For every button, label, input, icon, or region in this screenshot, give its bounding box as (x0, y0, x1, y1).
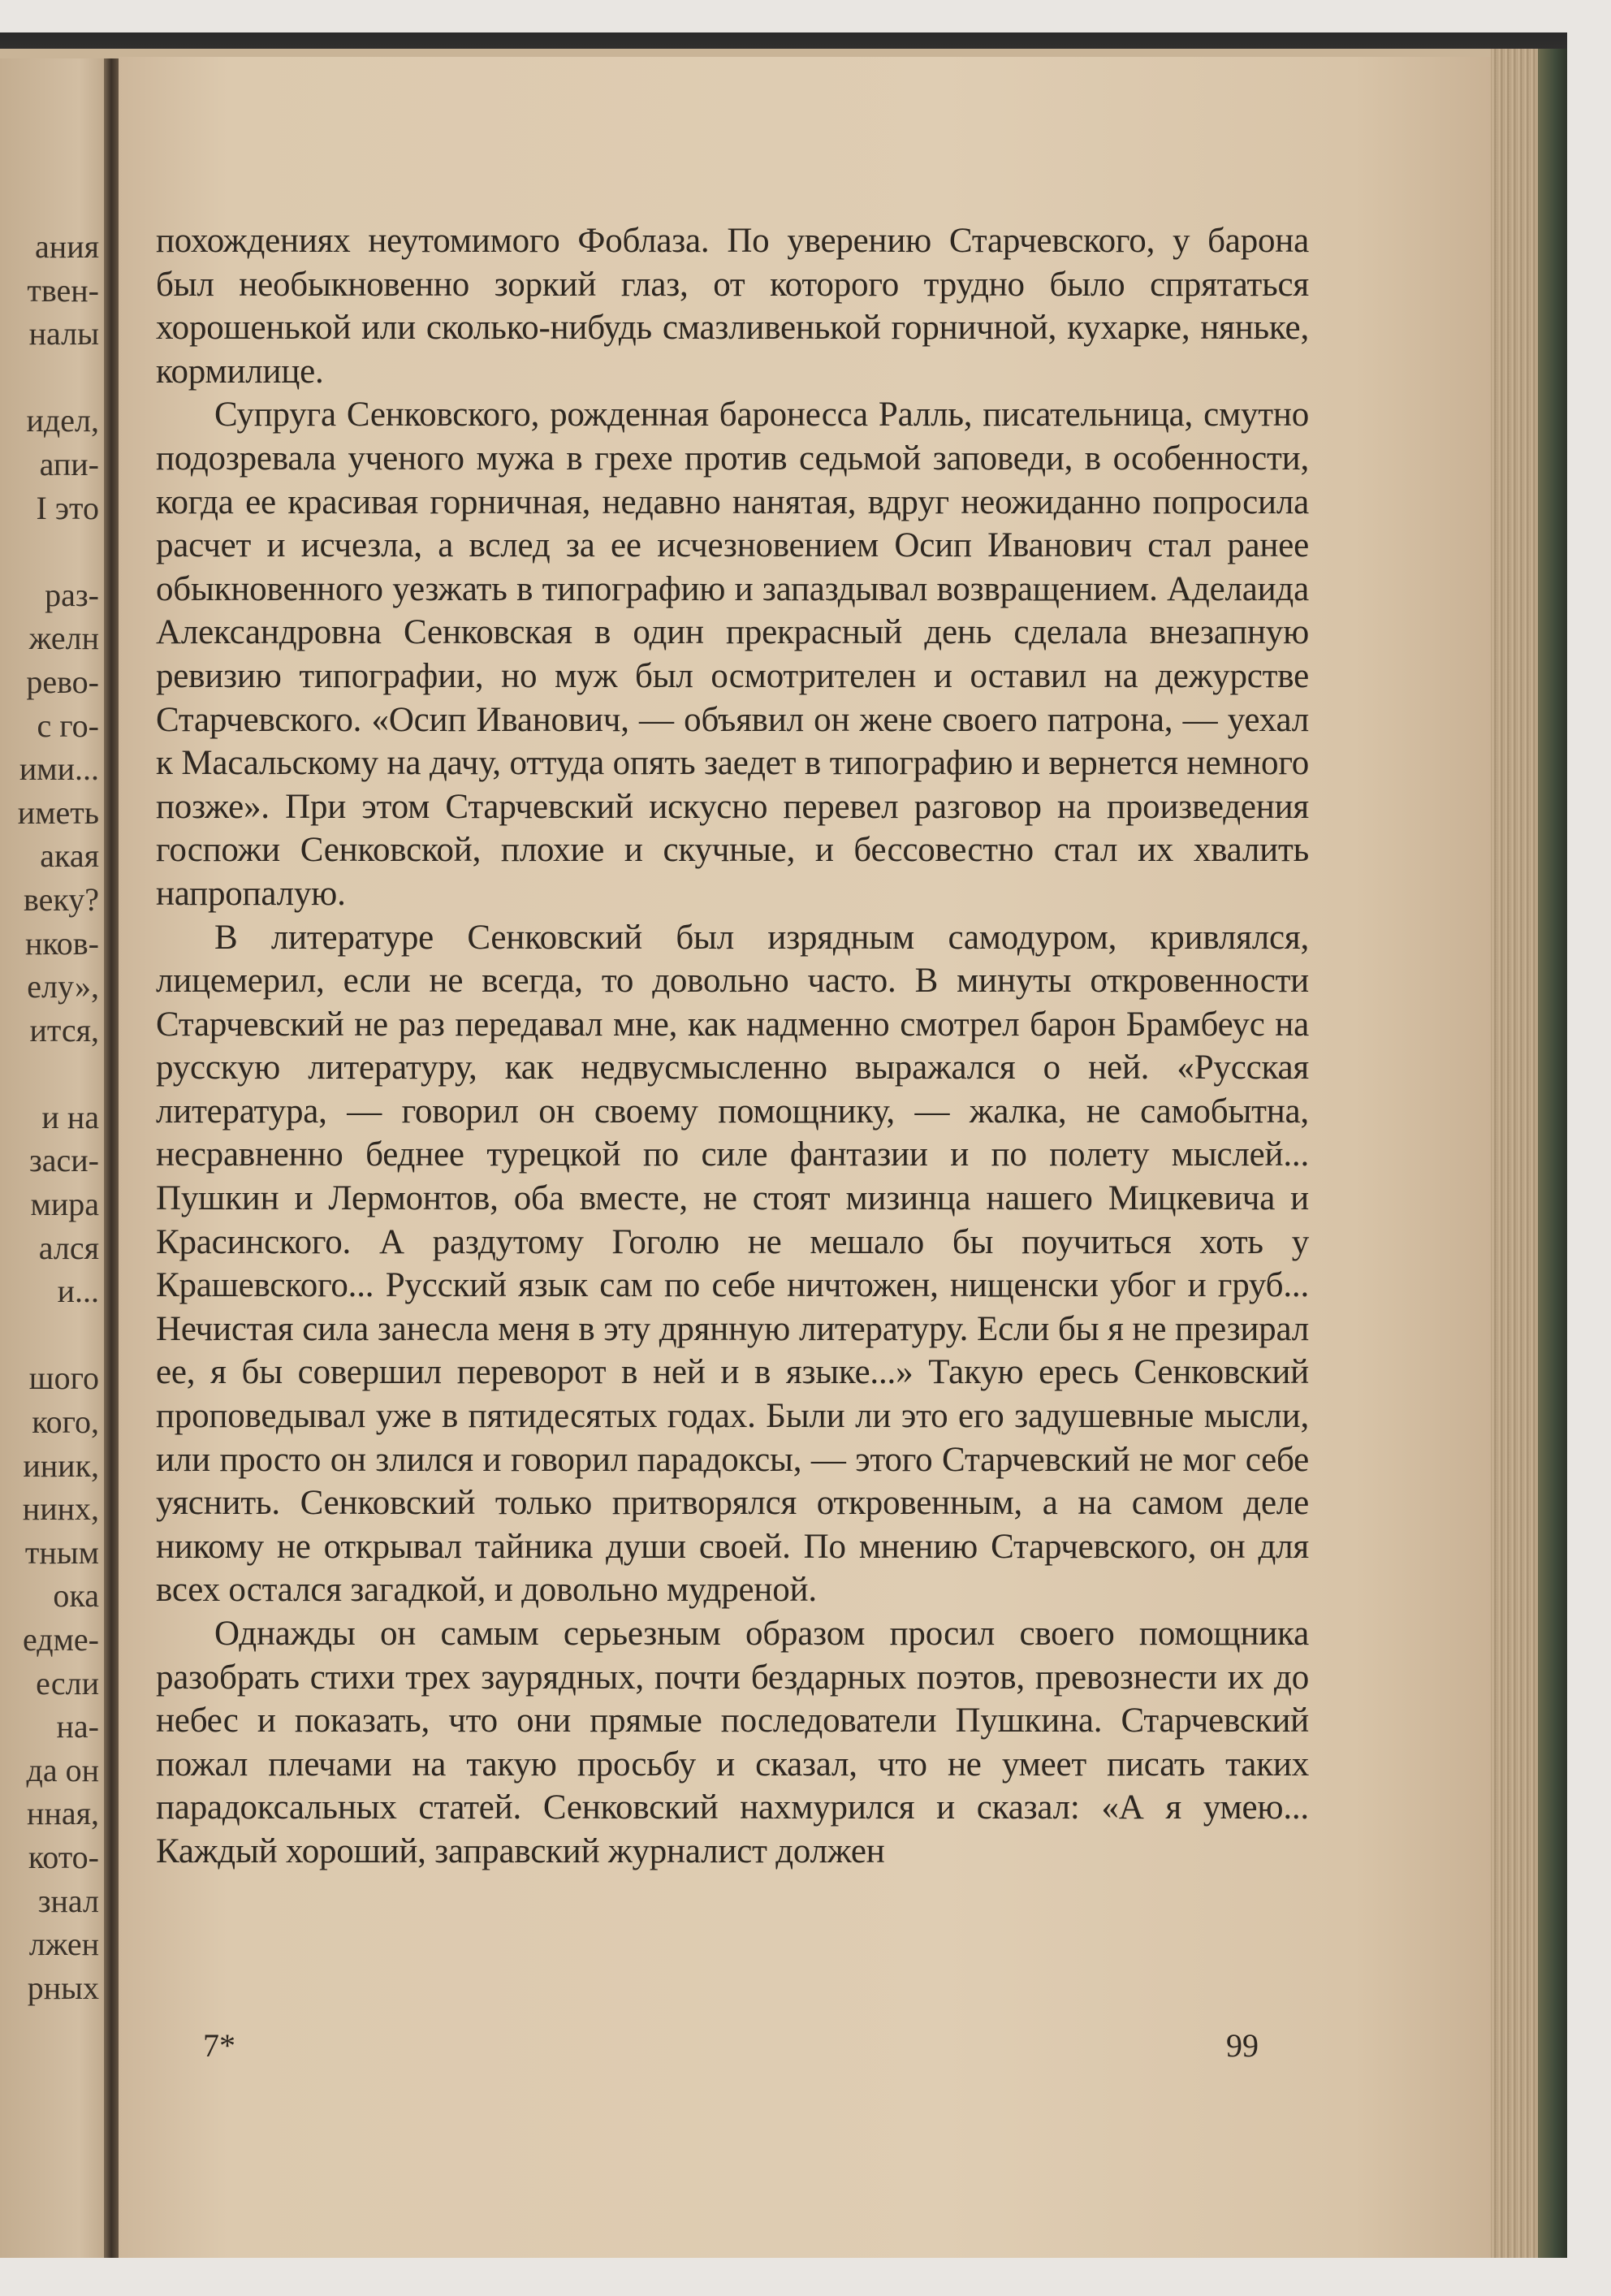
left-page-line: лжен (28, 1926, 99, 1963)
left-page-line (0, 356, 104, 400)
left-page (0, 58, 114, 2258)
left-page-text (0, 225, 104, 2009)
book-gutter (104, 58, 120, 2258)
left-page-line: кого, (32, 1403, 99, 1441)
left-page-line: идел, (26, 402, 99, 439)
printer-signature: 7* (203, 2027, 235, 2064)
page-body-text (156, 219, 1309, 1874)
left-page-line: налы (28, 315, 99, 352)
left-page-line: ими... (19, 750, 99, 788)
page-number: 99 (1226, 2027, 1259, 2064)
left-page-line: знал (37, 1882, 99, 1919)
left-page-line: веку? (23, 880, 99, 918)
left-page-line: I это (36, 489, 99, 526)
left-page-line (0, 1313, 104, 1357)
paragraph-2: Супруга Сенковского, рожденная баронесса Ралль, писательница, смутно подозревала ученого мужа в грехе против седьмой заповеди, в особенности, когда ее красивая горничная, недавно нанятая, вдруг неожиданно попросила расчет и исчезла, а вслед за ее исчезновением Осип Иванович стал ранее обыкновенного уезжать в типографию и запаздывал возвращением. Аделаида Александровна Сенковская в один прекрасный день сделала внезапную ревизию типографии, но муж был осмотрителен и оставил на дежурстве Старчевского. «Осип Иванович, — объявил он жене своего патрона, — уехал к Масальскому на дачу, оттуда опять заедет в типографию и вернется немного позже». При этом Старчевский искусно перевел разговор на произведения госпожи Сенковской, плохие и скучные, и бессовестно стал их хвалить напропалую. (156, 396, 1309, 913)
left-page-line: ится, (29, 1011, 99, 1049)
left-page-line: желн (28, 620, 99, 657)
paragraph-3: В литературе Сенковский был изрядным самодуром, кривлялся, лицемерил, если не всегда, то довольно часто. В минуты откровенности Старчевский не раз передавал мне, как надменно смотрел барон Брамбеус на русскую литературу, как недвусмысленно выражался о ней. «Русская литература, — говорил он своему помощнику, — жалка, не самобытна, несравненно беднее турецкой по силе фантазии и по полету мыслей... Пушкин и Лермонтов, оба вместе, не стоят мизинца нашего Мицкевича и Красинского. А раздутому Гоголю не мешало бы поучиться хоть у Крашевского... Русский язык сам по себе ничтожен, нищенски убог и груб... Нечистая сила занесла меня в эту дрянную литературу. Если бы я не презирал ее, я бы совершил переворот в ней и в языке...» Такую ересь Сенковский проповедывал уже в пятидесятых годах. Были ли это его задушевные мысли, или просто он злился и говорил парадоксы, — этого Старчевский не мог себе уяснить. Сенковский только притворялся откровенным, а на самом деле никому не открывал тайника души своей. По мнению Старчевского, он для всех остался загадкой, и довольно мудреной. (156, 918, 1309, 1610)
left-page-line: с го- (37, 707, 99, 744)
left-page-line: рево- (26, 663, 99, 700)
paragraph-4: Однажды он самым серьезным образом просил своего помощника разобрать стихи трех заурядных, почти бездарных поэтов, превознести их до небес и показать, что они прямые последователи Пушкина. Старчевский пожал плечами на такую просьбу и сказал, что не умеет писать таких парадоксальных статей. Сенковский нахмурился и сказал: «А я умею... Каждый хороший, заправский журналист должен (156, 1615, 1309, 1870)
left-page-line: иметь (17, 793, 99, 831)
left-page-line (0, 530, 104, 573)
left-page-line: твен- (27, 271, 99, 309)
left-page-line: нков- (24, 924, 99, 962)
left-page-line: ания (35, 228, 99, 265)
left-page-line: шого (28, 1360, 99, 1397)
left-page-line: елу», (27, 968, 99, 1005)
left-page-line (0, 1052, 104, 1096)
left-page-line: мира (30, 1186, 99, 1223)
left-page-line: нная, (27, 1795, 99, 1832)
left-page-line: ока (53, 1577, 99, 1615)
paragraph-1: похождениях неутомимого Фоблаза. По уверению Старчевского, у барона был необыкновенно зоркий глаз, от которого трудно было спрятаться хорошенькой или сколько-нибудь смазливенькой горничной, кухарке, няньке, кормилице. (156, 222, 1309, 391)
left-page-line: и... (57, 1273, 99, 1310)
left-page-line: заси- (28, 1142, 99, 1179)
left-page-line: кото- (28, 1838, 99, 1875)
left-page-line: иник, (23, 1446, 99, 1484)
left-page-line: рных (27, 1969, 99, 2006)
left-page-line: ался (38, 1229, 99, 1266)
left-page-line: раз- (45, 576, 99, 613)
left-page-line: да он (26, 1751, 99, 1788)
left-page-line: на- (56, 1708, 99, 1745)
left-page-line: нинх, (22, 1490, 99, 1528)
left-page-line: и на (41, 1098, 99, 1135)
left-page-line: акая (40, 837, 99, 875)
left-page-line: если (36, 1664, 99, 1701)
left-page-line: едме- (23, 1621, 99, 1658)
page-edges (1491, 49, 1567, 2258)
left-page-line: апи- (39, 445, 99, 482)
left-page-line: тным (24, 1533, 99, 1571)
